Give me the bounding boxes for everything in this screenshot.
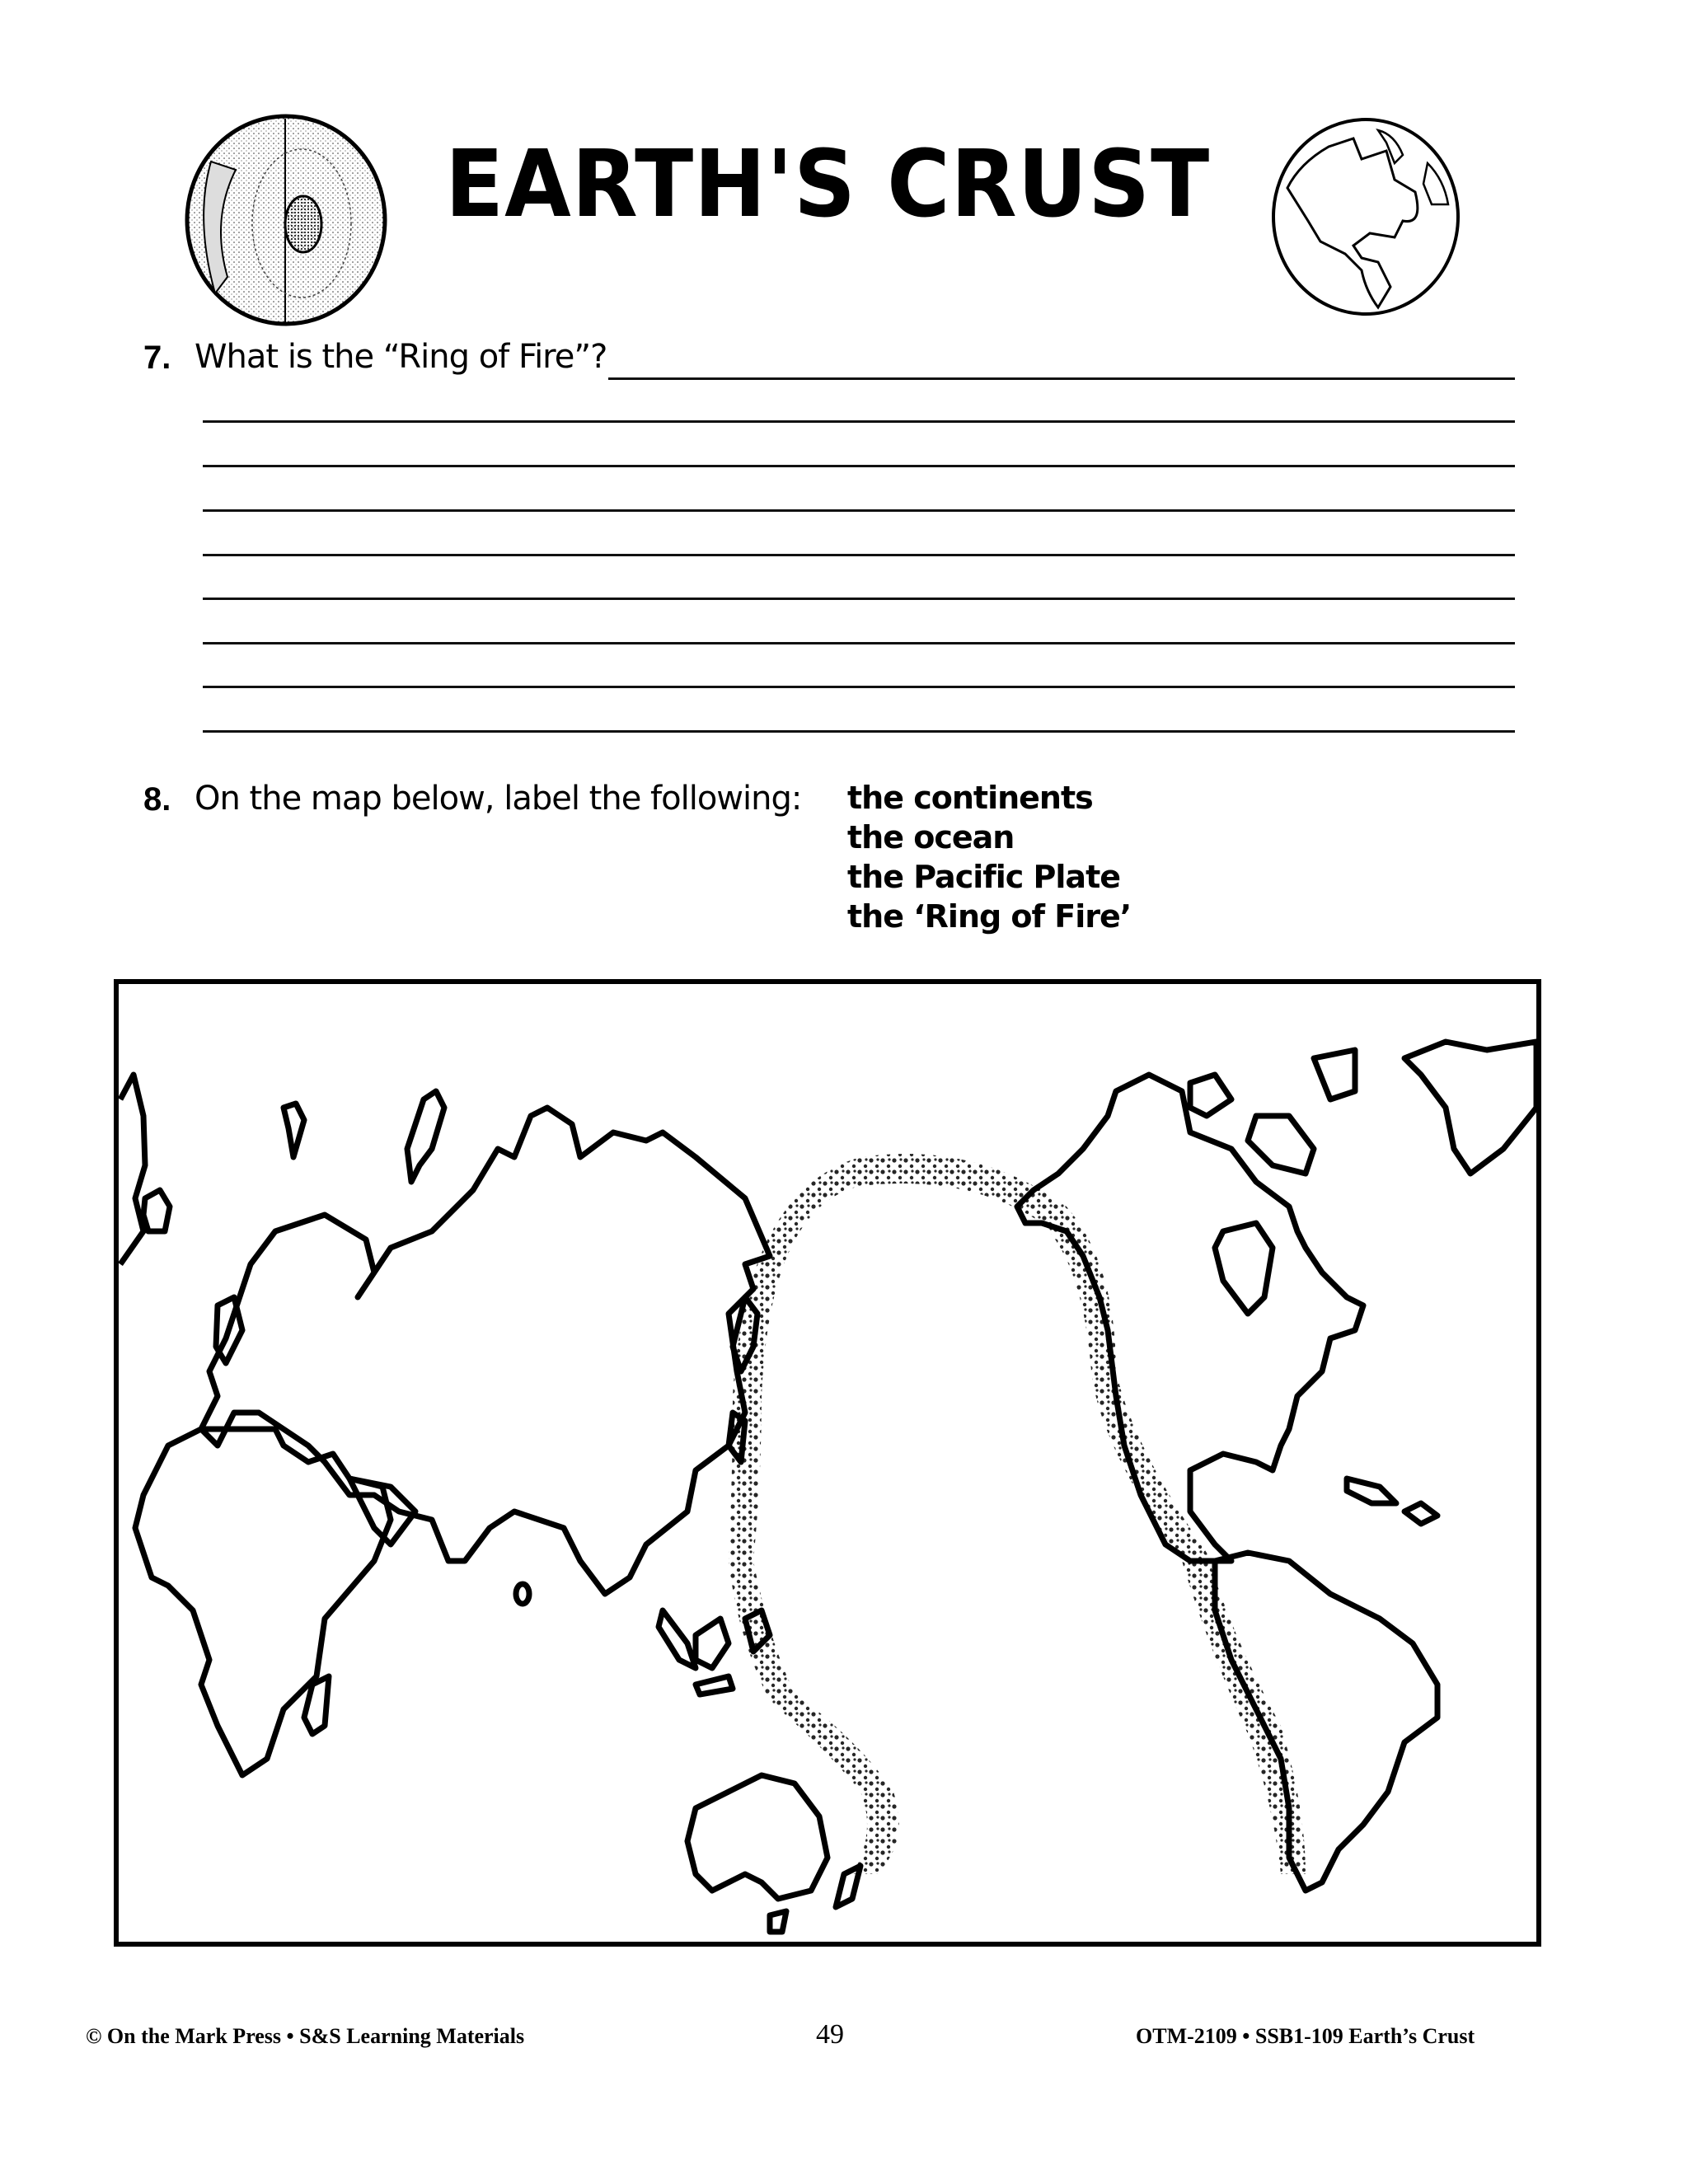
answer-line-8[interactable] [203,686,1515,688]
world-map-outline [119,984,1536,1942]
question-7-text: What is the “Ring of Fire”? [195,338,607,376]
answer-line-4[interactable] [203,509,1515,512]
answer-line-1[interactable] [608,377,1515,380]
globe-americas-icon [1263,114,1469,320]
answer-line-5[interactable] [203,554,1515,556]
page-title: EARTH'S CRUST [445,131,1211,238]
label-item-ring-of-fire: the ‘Ring of Fire’ [847,898,1132,935]
answer-line-2[interactable] [203,420,1515,423]
label-list [847,778,1131,936]
earth-cross-section-icon [178,112,394,328]
question-8-text: On the map below, label the following: [195,780,802,818]
world-map[interactable] [114,979,1541,1947]
answer-line-6[interactable] [203,598,1515,600]
label-item-continents: the continents [847,780,1093,816]
answer-line-3[interactable] [203,465,1515,467]
page-number: 49 [816,2019,844,2050]
answer-line-9[interactable] [203,730,1515,733]
label-item-pacific-plate: the Pacific Plate [847,859,1121,895]
label-item-ocean: the ocean [847,819,1015,855]
footer-product-code: OTM-2109 • SSB1-109 Earth’s Crust [1136,2024,1475,2048]
answer-line-7[interactable] [203,642,1515,644]
question-8-number: 8. [143,781,171,818]
footer-copyright: © On the Mark Press • S&S Learning Materials [86,2024,525,2048]
question-7-number: 7. [143,340,171,376]
